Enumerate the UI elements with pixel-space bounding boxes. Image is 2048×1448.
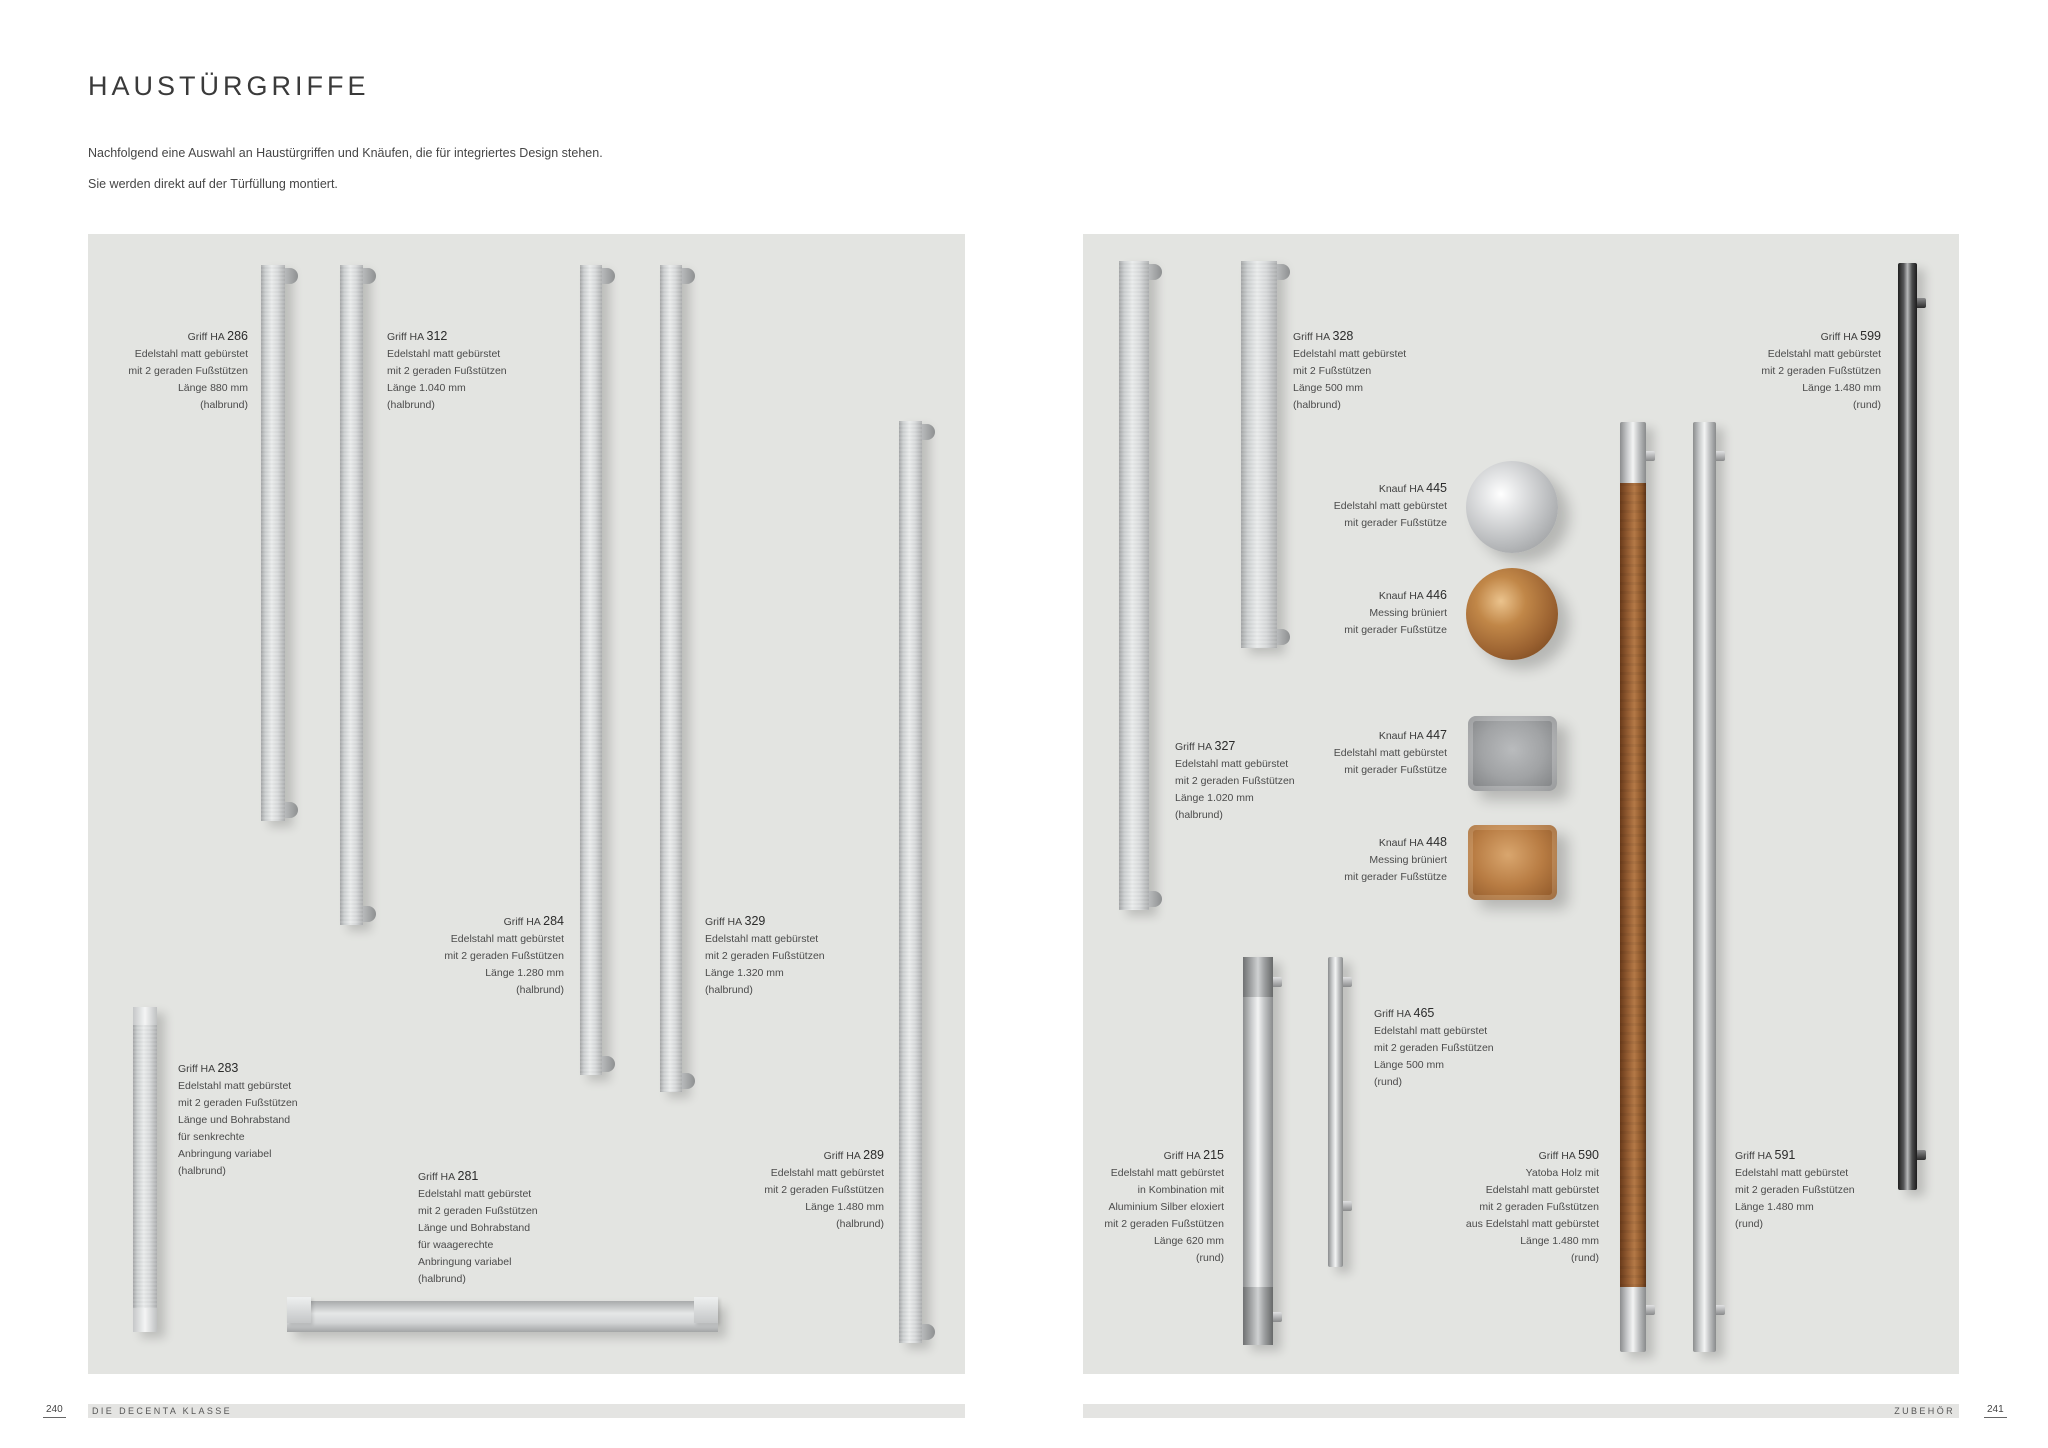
product-detail-line: Länge 1.480 mm (1735, 1201, 1814, 1213)
aluminium-section (1243, 957, 1273, 997)
product-detail-line: Aluminium Silber eloxiert (1108, 1201, 1224, 1213)
product-number: 286 (227, 329, 248, 343)
handle-ha-590-image (1620, 422, 1646, 1352)
product-label-ha-327 (1175, 738, 1295, 824)
product-detail-line: (halbrund) (418, 1273, 466, 1285)
product-type: Griff HA (178, 1063, 215, 1075)
product-detail-line: mit 2 geraden Fußstützen (1374, 1042, 1494, 1054)
page-number-left: 240 (43, 1403, 66, 1418)
product-detail-line: Edelstahl matt gebürstet (450, 933, 564, 945)
product-detail-line: (rund) (1852, 399, 1881, 411)
standoff-foot (922, 424, 935, 440)
handle-ha-289-image (899, 421, 922, 1343)
product-detail-line: (halbrund) (1175, 809, 1223, 821)
product-detail-line: Edelstahl matt gebürstet (1293, 348, 1407, 360)
product-detail-line: mit 2 geraden Fußstützen (178, 1097, 298, 1109)
standoff-foot (1277, 264, 1290, 280)
product-detail-line: (halbrund) (1293, 399, 1341, 411)
standoff-foot (682, 1073, 695, 1089)
product-detail-line: Edelstahl matt gebürstet (1175, 758, 1289, 770)
end-cap (694, 1297, 718, 1323)
product-type: Griff HA (503, 916, 541, 928)
footer-section-title-left: DIE DECENTA KLASSE (88, 1404, 965, 1418)
product-detail-line: (halbrund) (387, 399, 435, 411)
end-cap (133, 1308, 157, 1332)
standoff-foot (1149, 264, 1162, 280)
standoff-pin (1917, 1150, 1926, 1160)
product-detail-line: Edelstahl matt gebürstet (178, 1080, 292, 1092)
product-type: Griff HA (1538, 1150, 1576, 1162)
standoff-foot (602, 268, 615, 284)
product-detail-line: Länge 1.480 mm (805, 1201, 884, 1213)
product-detail-line: (rund) (1374, 1076, 1403, 1088)
product-detail-line: Messing brüniert (1369, 854, 1447, 866)
standoff-foot (602, 1056, 615, 1072)
product-detail-line: mit 2 geraden Fußstützen (1104, 1218, 1224, 1230)
product-detail-line: Edelstahl matt gebürstet (1374, 1025, 1488, 1037)
product-label-ha-599 (1761, 328, 1881, 414)
product-detail-line: Länge 1.280 mm (485, 967, 564, 979)
product-type: Griff HA (1735, 1150, 1772, 1162)
product-type: Knauf HA (1378, 590, 1424, 602)
standoff-foot (285, 802, 298, 818)
product-number: 465 (1413, 1006, 1435, 1020)
product-detail-line: Messing brüniert (1369, 607, 1447, 619)
standoff-foot (363, 268, 376, 284)
product-detail-line: Länge 1.480 mm (1802, 382, 1881, 394)
handle-ha-329-image (660, 265, 682, 1092)
product-detail-line: Länge 1.020 mm (1175, 792, 1254, 804)
handle-ha-328-image (1241, 261, 1277, 648)
product-title (1374, 1005, 1494, 1023)
product-title (444, 913, 564, 931)
product-label-ha-281 (418, 1168, 538, 1288)
product-label-ha-329 (705, 913, 825, 999)
product-label-ha-445 (1334, 480, 1447, 532)
product-number: 447 (1426, 728, 1447, 742)
handle-ha-215-image (1243, 957, 1273, 1345)
catalog-page-right (1083, 234, 1959, 1374)
product-label-ha-448 (1344, 834, 1447, 886)
product-title (1334, 727, 1447, 745)
handle-ha-284-image (580, 265, 602, 1075)
product-number: 445 (1426, 481, 1447, 495)
handle-ha-327-image (1119, 261, 1149, 910)
product-title (1344, 834, 1447, 852)
product-type: Griff HA (705, 916, 742, 928)
product-detail-line: (rund) (1195, 1252, 1224, 1264)
product-type: Griff HA (387, 331, 424, 343)
product-detail-line: Länge 500 mm (1293, 382, 1364, 394)
standoff-pin (1273, 1312, 1282, 1322)
standoff-pin (1343, 1201, 1352, 1211)
product-label-ha-283 (178, 1060, 298, 1180)
catalog-page-left (88, 234, 965, 1374)
handle-ha-283-image (133, 1007, 157, 1332)
product-title (178, 1060, 298, 1078)
product-type: Griff HA (1820, 331, 1858, 343)
product-detail-line: Edelstahl matt gebürstet (705, 933, 819, 945)
product-detail-line: Anbringung variabel (418, 1256, 512, 1268)
intro-line-1: Nachfolgend eine Auswahl an Haustürgriffen und Knäufen, die für integriertes Design stehen. (88, 146, 603, 160)
product-title (1735, 1147, 1855, 1165)
product-title (1466, 1147, 1599, 1165)
standoff-pin (1917, 298, 1926, 308)
product-detail-line: Edelstahl matt gebürstet (1735, 1167, 1849, 1179)
product-detail-line: Länge und Bohrabstand (178, 1114, 291, 1126)
product-detail-line: Länge und Bohrabstand (418, 1222, 531, 1234)
product-label-ha-289 (764, 1147, 884, 1233)
product-detail-line: Edelstahl matt gebürstet (770, 1167, 884, 1179)
handle-ha-591-image (1693, 422, 1716, 1352)
intro-line-2: Sie werden direkt auf der Türfüllung montiert. (88, 177, 338, 191)
product-title (128, 328, 248, 346)
product-number: 289 (863, 1148, 884, 1162)
product-number: 329 (744, 914, 766, 928)
standoff-foot (1149, 891, 1162, 907)
product-detail-line: aus Edelstahl matt gebürstet (1465, 1218, 1599, 1230)
product-label-ha-447 (1334, 727, 1447, 779)
product-label-ha-312 (387, 328, 507, 414)
product-type: Griff HA (187, 331, 225, 343)
product-number: 283 (217, 1061, 239, 1075)
product-label-ha-286 (128, 328, 248, 414)
knob-ha-448-image (1468, 825, 1557, 900)
handle-ha-465-image (1328, 957, 1343, 1267)
product-detail-line: Länge 880 mm (177, 382, 248, 394)
product-detail-line: mit 2 geraden Fußstützen (1175, 775, 1295, 787)
product-title (1334, 480, 1447, 498)
product-title (387, 328, 507, 346)
product-type: Griff HA (1293, 331, 1330, 343)
page-number-right: 241 (1984, 1403, 2007, 1418)
product-detail-line: mit 2 geraden Fußstützen (705, 950, 825, 962)
product-detail-line: (halbrund) (178, 1165, 226, 1177)
page-title: HAUSTÜRGRIFFE (88, 71, 370, 101)
product-detail-line: Länge 1.480 mm (1520, 1235, 1599, 1247)
product-type: Griff HA (1175, 741, 1212, 753)
handle-ha-312-image (340, 265, 363, 925)
yatoba-wood-grip (1620, 483, 1646, 1287)
product-detail-line: Edelstahl matt gebürstet (1767, 348, 1881, 360)
product-number: 328 (1332, 329, 1354, 343)
product-detail-line: Edelstahl matt gebürstet (418, 1188, 532, 1200)
standoff-pin (1273, 977, 1282, 987)
product-label-ha-328 (1293, 328, 1406, 414)
product-detail-line: mit gerader Fußstütze (1344, 871, 1447, 883)
end-cap (133, 1007, 157, 1025)
product-detail-line: mit 2 geraden Fußstützen (1479, 1201, 1599, 1213)
product-number: 599 (1860, 329, 1881, 343)
product-title (1104, 1147, 1224, 1165)
standoff-pin (1343, 977, 1352, 987)
product-number: 284 (543, 914, 564, 928)
product-number: 312 (426, 329, 448, 343)
standoff-foot (1277, 629, 1290, 645)
end-cap (287, 1297, 311, 1323)
product-detail-line: mit 2 Fußstützen (1293, 365, 1372, 377)
product-title (1344, 587, 1447, 605)
product-title (1761, 328, 1881, 346)
product-title (1175, 738, 1295, 756)
product-title (705, 913, 825, 931)
product-detail-line: Länge 620 mm (1153, 1235, 1224, 1247)
product-label-ha-284 (444, 913, 564, 999)
product-title (1293, 328, 1406, 346)
product-detail-line: Edelstahl matt gebürstet (1333, 747, 1447, 759)
product-detail-line: mit 2 geraden Fußstützen (1761, 365, 1881, 377)
product-detail-line: mit 2 geraden Fußstützen (1735, 1184, 1855, 1196)
product-type: Knauf HA (1378, 730, 1424, 742)
handle-ha-599-image (1898, 263, 1917, 1190)
product-number: 281 (457, 1169, 479, 1183)
standoff-foot (922, 1324, 935, 1340)
product-detail-line: mit 2 geraden Fußstützen (444, 950, 564, 962)
product-detail-line: Länge 500 mm (1374, 1059, 1445, 1071)
product-type: Griff HA (1374, 1008, 1411, 1020)
product-detail-line: Yatoba Holz mit (1525, 1167, 1599, 1179)
product-detail-line: (halbrund) (836, 1218, 884, 1230)
product-type: Griff HA (823, 1150, 861, 1162)
standoff-foot (682, 268, 695, 284)
product-detail-line: (halbrund) (516, 984, 564, 996)
product-detail-line: (halbrund) (705, 984, 753, 996)
product-number: 215 (1203, 1148, 1224, 1162)
product-number: 448 (1426, 835, 1447, 849)
standoff-foot (363, 906, 376, 922)
product-title (418, 1168, 538, 1186)
product-type: Griff HA (418, 1171, 455, 1183)
standoff-pin (1716, 1305, 1725, 1315)
product-detail-line: Edelstahl matt gebürstet (387, 348, 501, 360)
product-label-ha-465 (1374, 1005, 1494, 1091)
product-detail-line: Edelstahl matt gebürstet (1333, 500, 1447, 512)
handle-ha-281-image (287, 1301, 718, 1332)
product-detail-line: mit gerader Fußstütze (1344, 517, 1447, 529)
product-detail-line: für senkrechte (178, 1131, 245, 1143)
knob-ha-447-image (1468, 716, 1557, 791)
product-detail-line: mit 2 geraden Fußstützen (387, 365, 507, 377)
product-detail-line: Edelstahl matt gebürstet (1485, 1184, 1599, 1196)
product-label-ha-591 (1735, 1147, 1855, 1233)
product-detail-line: mit 2 geraden Fußstützen (128, 365, 248, 377)
product-title (764, 1147, 884, 1165)
product-detail-line: mit gerader Fußstütze (1344, 764, 1447, 776)
product-detail-line: (rund) (1570, 1252, 1599, 1264)
product-detail-line: Edelstahl matt gebürstet (1110, 1167, 1224, 1179)
product-detail-line: Anbringung variabel (178, 1148, 272, 1160)
product-number: 591 (1774, 1148, 1796, 1162)
product-detail-line: für waagerechte (418, 1239, 494, 1251)
product-detail-line: in Kombination mit (1137, 1184, 1224, 1196)
handle-ha-286-image (261, 265, 285, 821)
product-detail-line: Edelstahl matt gebürstet (134, 348, 248, 360)
product-number: 590 (1578, 1148, 1599, 1162)
product-type: Knauf HA (1378, 483, 1424, 495)
knob-ha-445-image (1466, 461, 1558, 553)
aluminium-section (1243, 1287, 1273, 1345)
standoff-pin (1716, 451, 1725, 461)
footer-section-title-right: ZUBEHÖR (1083, 1404, 1959, 1418)
standoff-pin (1646, 1305, 1655, 1315)
standoff-foot (285, 268, 298, 284)
product-type: Griff HA (1163, 1150, 1201, 1162)
product-detail-line: mit 2 geraden Fußstützen (418, 1205, 538, 1217)
standoff-pin (1646, 451, 1655, 461)
product-label-ha-446 (1344, 587, 1447, 639)
product-label-ha-590 (1466, 1147, 1599, 1267)
knob-ha-446-image (1466, 568, 1558, 660)
product-label-ha-215 (1104, 1147, 1224, 1267)
product-number: 327 (1214, 739, 1236, 753)
product-detail-line: (halbrund) (200, 399, 248, 411)
product-type: Knauf HA (1378, 837, 1424, 849)
product-detail-line: mit gerader Fußstütze (1344, 624, 1447, 636)
product-detail-line: mit 2 geraden Fußstützen (764, 1184, 884, 1196)
product-number: 446 (1426, 588, 1447, 602)
product-detail-line: Länge 1.320 mm (705, 967, 784, 979)
product-detail-line: Länge 1.040 mm (387, 382, 466, 394)
product-detail-line: (rund) (1735, 1218, 1764, 1230)
